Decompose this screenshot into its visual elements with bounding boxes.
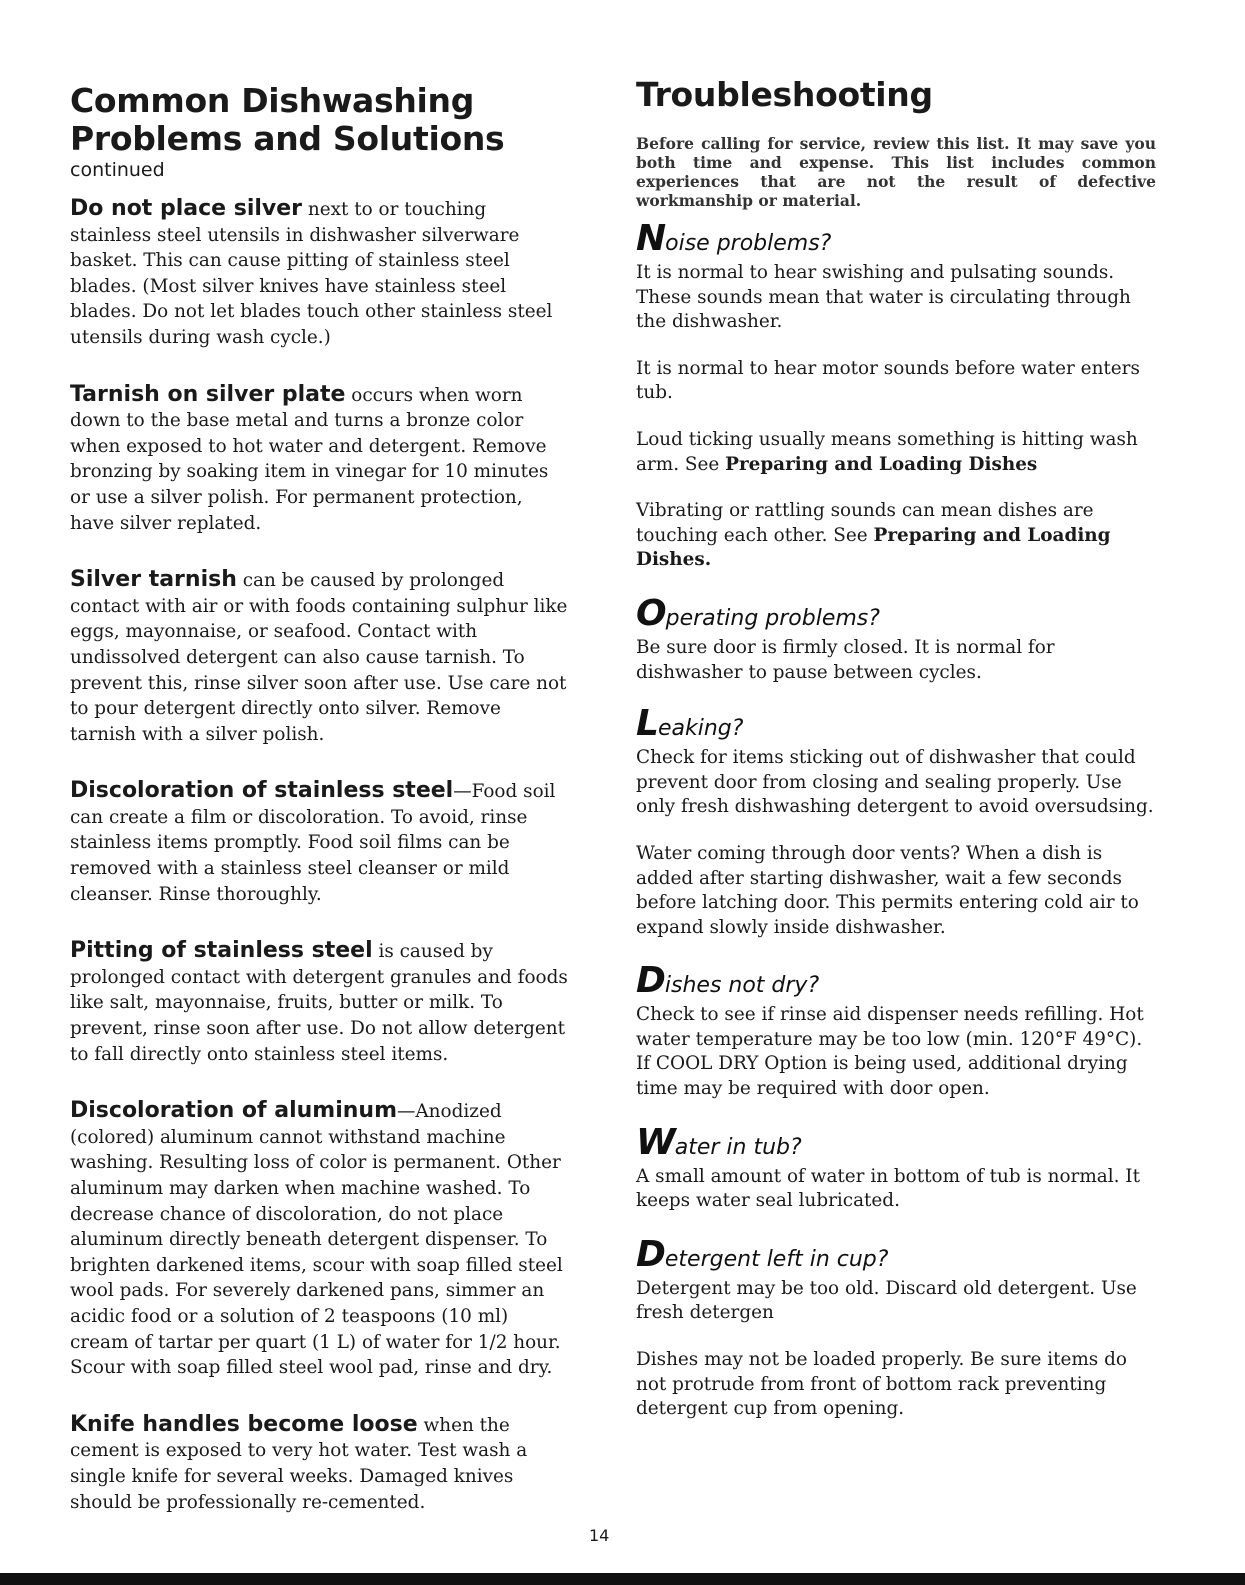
- subheading-detergent-left: [636, 1233, 1156, 1275]
- paragraph: It is normal to hear motor sounds before water enters tub.: [636, 357, 1140, 404]
- entry-text: —Anodized (colored) aluminum cannot withstand machine washing. Resulting loss of color is permanent. Other aluminum may darken when machine washed. To decrease chance of discoloration, do not place aluminum directly beneath detergent dispenser. To brighten darkened items, scour with soap filled steel wool pads. For severely darkened pans, simmer an acidic food or a solution of 2 teaspoons (10 ml) cream of tartar per quart (1 L) of water for 1/2 hour. Scour with soap filled steel wool pad, rinse and dry.: [70, 1101, 563, 1379]
- paragraph-text: Vibrating or rattling sounds can mean dishes are touching each other. See: [636, 500, 1094, 546]
- drop-cap: N: [636, 218, 666, 259]
- page-number: 14: [589, 1526, 610, 1545]
- entry-heading: Discoloration of stainless steel: [70, 778, 454, 804]
- subheading-text: eaking?: [657, 716, 744, 742]
- subheading-text: perating problems?: [665, 605, 880, 631]
- right-column: [636, 72, 1156, 1422]
- drop-cap: W: [636, 1121, 675, 1163]
- subheading-text: ater in tub?: [674, 1134, 802, 1160]
- entry-text: occurs when worn down to the base metal and turns a bronze color when exposed to hot water and detergent. Remove bronzing by soaking item in vinegar for 10 minutes or use a silver polish. For permanent protection, have silver replated.: [70, 384, 549, 534]
- paragraph: Be sure door is firmly closed. It is normal for dishwasher to pause between cycles.: [636, 636, 1055, 683]
- entry-heading: Pitting of stainless steel: [70, 938, 373, 964]
- paragraph: It is normal to hear swishing and pulsating sounds. These sounds mean that water is circulating through the dishwasher.: [636, 262, 1131, 333]
- subheading-noise: [636, 218, 1156, 259]
- cross-reference: Preparing and Loading Dishes: [725, 453, 1038, 475]
- subheading-water-in-tub: [636, 1121, 1156, 1163]
- entry-text: next to or touching stainless steel utensils in dishwasher silverware basket. This can cause pitting of stainless steel blades. (Most silver knives have stainless steel blades. Do not let blades touch other stainless steel utensils during wash cycle.): [70, 199, 553, 348]
- section-title: Troubleshooting: [636, 75, 933, 114]
- left-column: [70, 72, 570, 1515]
- subheading-text: etergent left in cup?: [664, 1246, 889, 1272]
- paragraph: [636, 428, 1156, 477]
- entry-tarnish-silver-plate: [70, 382, 570, 537]
- drop-cap: D: [636, 1233, 665, 1275]
- paragraph: Water coming through door vents? When a dish is added after starting dishwasher, wait a few seconds before latching door. This permits entering cold air to expand slowly inside dishwasher.: [636, 842, 1139, 938]
- entry-text: when the cement is exposed to very hot water. Test wash a single knife for several weeks. Damaged knives should be professionally re-cemented.: [70, 1414, 528, 1513]
- entry-silver-placement: [70, 196, 570, 351]
- entry-text: is caused by prolonged contact with detergent granules and foods like salt, mayonnaise, fruits, butter or milk. To prevent, rinse soon after use. Do not allow detergent to fall directly onto stainless steel items.: [70, 941, 568, 1065]
- paragraph: Detergent may be too old. Discard old detergent. Use fresh detergen: [636, 1277, 1137, 1324]
- paragraph: Check to see if rinse aid dispenser needs refilling. Hot water temperature may be too low (min. 120°F 49°C). If COOL DRY Option is being used, additional drying time may be required with door open.: [636, 1004, 1144, 1100]
- entry-pitting-stainless: [70, 938, 570, 1067]
- cross-reference: Preparing and Loading Dishes.: [636, 524, 1111, 571]
- paragraph: [636, 499, 1156, 573]
- drop-cap: D: [636, 960, 665, 1002]
- entry-silver-tarnish: [70, 567, 570, 747]
- paragraph-text: Loud ticking usually means something is hitting wash arm. See: [636, 428, 1138, 475]
- entry-heading: Silver tarnish: [70, 567, 237, 593]
- paragraph: A small amount of water in bottom of tub is normal. It keeps water seal lubricated.: [636, 1165, 1140, 1212]
- scan-edge: [0, 1573, 1245, 1585]
- entry-text: can be caused by prolonged contact with air or with foods containing sulphur like eggs, mayonnaise, or seafood. Contact with undissolved detergent can also cause tarnish. To prevent this, rinse silver soon after use. Use care not to pour detergent directly onto silver. Remove tarnish with a silver polish.: [70, 570, 568, 745]
- drop-cap: O: [636, 592, 666, 634]
- page-title: Common Dishwashing Problems and Solutions: [70, 81, 505, 158]
- intro-paragraph: Before calling for service, review this list. It may save you both time and expense. This list includes common experiences that are not the result of defective workmanship or material.: [636, 134, 1156, 210]
- drop-cap: L: [636, 703, 658, 745]
- subheading-operating: [636, 592, 1156, 634]
- subheading-text: oise problems?: [665, 231, 832, 256]
- entry-discoloration-stainless: [70, 778, 570, 907]
- entry-heading: Knife handles become loose: [70, 1411, 418, 1437]
- entry-heading: Discoloration of aluminum: [70, 1098, 398, 1124]
- entry-discoloration-aluminum: [70, 1098, 570, 1381]
- entry-text: —Food soil can create a film or discoloration. To avoid, rinse stainless items promptly. Food soil films can be removed with a stainless steel cleanser or mild cleanser. Rinse thoroughly.: [70, 781, 556, 905]
- subheading-text: ishes not dry?: [664, 973, 820, 999]
- paragraph: Check for items sticking out of dishwasher that could prevent door from closing and sealing properly. Use only fresh dishwashing detergent to avoid oversudsing.: [636, 747, 1154, 818]
- entry-heading: Do not place silver: [70, 196, 303, 221]
- continued-label: continued: [70, 159, 165, 181]
- subheading-dishes-not-dry: [636, 960, 1156, 1002]
- subheading-leaking: [636, 703, 1156, 745]
- entry-knife-handles: [70, 1412, 570, 1515]
- paragraph: Dishes may not be loaded properly. Be sure items do not protrude from front of bottom rack preventing detergent cup from opening.: [636, 1349, 1127, 1420]
- entry-heading: Tarnish on silver plate: [70, 381, 346, 407]
